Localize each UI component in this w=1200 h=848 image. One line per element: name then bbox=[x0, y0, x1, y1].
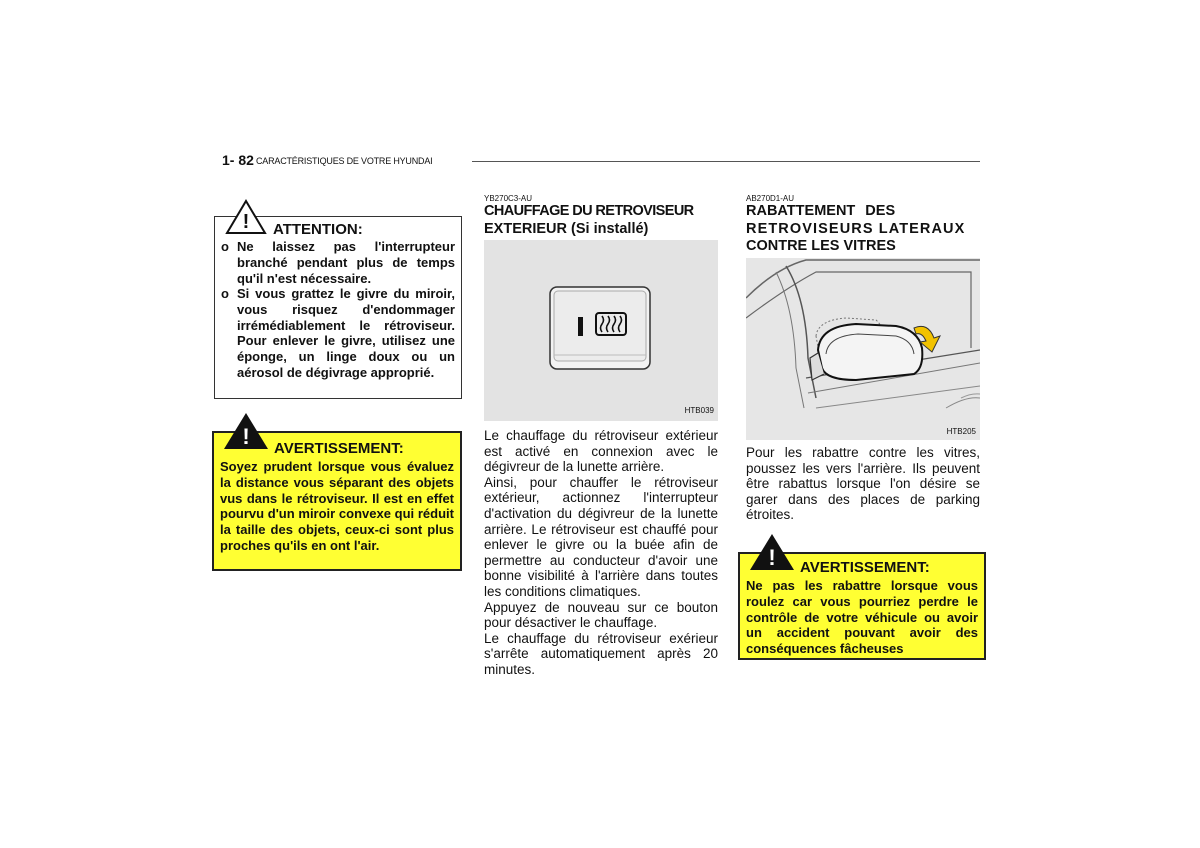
bullet-mark: o bbox=[221, 286, 229, 301]
section-heading bbox=[746, 203, 980, 256]
warning-text: Ne pas les rabattre lorsque vous roulez car vous pourriez perdre le contrôle de votre véhicule ou avoir un accident pouvant avoir des conséquences fâcheuses bbox=[746, 578, 978, 657]
attention-item bbox=[221, 239, 455, 286]
attention-item-text: Ne laissez pas l'interrupteur branché pendant plus de temps qu'il n'est nécessaire. bbox=[237, 239, 455, 286]
attention-item bbox=[221, 286, 455, 381]
warning-title: AVERTISSEMENT: bbox=[274, 440, 404, 457]
page-number: 1- 82 bbox=[222, 152, 254, 168]
attention-title: ATTENTION: bbox=[273, 221, 363, 238]
section-heading bbox=[484, 203, 718, 238]
figure-label: HTB039 bbox=[684, 406, 714, 415]
warning-box bbox=[212, 424, 462, 571]
section-body bbox=[484, 428, 718, 678]
section-heading-line: EXTERIEUR (Si installé) bbox=[484, 220, 649, 237]
paragraph: Le chauffage du rétroviseur extérieur est activé en connexion avec le dégivreur de la lunette arrière. bbox=[484, 428, 718, 475]
section-heading-line: CONTRE LES VITRES bbox=[746, 238, 896, 254]
paragraph: Appuyez de nouveau sur ce bouton pour désactiver le chauffage. bbox=[484, 599, 718, 631]
section-code: YB270C3-AU bbox=[484, 194, 533, 203]
switch-figure bbox=[484, 240, 718, 421]
section-code: AB270D1-AU bbox=[746, 194, 795, 203]
section-heading-line: RETROVISEURS LATERAUX bbox=[746, 220, 966, 237]
figure-label: HTB205 bbox=[946, 427, 976, 436]
warning-triangle-icon bbox=[748, 532, 796, 572]
section-title: CARACTÉRISTIQUES DE VOTRE HYUNDAI bbox=[256, 156, 433, 166]
header-rule bbox=[472, 161, 980, 162]
bullet-mark: o bbox=[221, 239, 229, 254]
section-heading-line: RABATTEMENT DES bbox=[746, 203, 896, 219]
mirror-figure bbox=[746, 258, 980, 440]
attention-item-text: Si vous grattez le givre du miroir, vous risquez d'endommager irrémédiablement le rétroviseur. Pour enlever le givre, utilisez une éponge, un linge doux ou un aérosol de dégivrage approprié. bbox=[237, 286, 455, 380]
warning-text: Soyez prudent lorsque vous évaluez la distance vous séparant des objets vus dans le rétroviseur. Il est en effet pourvu d'un miroir convexe qui réduit la taille des objets, ceux-ci sont plus proches qu'ils en ont l'air. bbox=[220, 459, 454, 553]
svg-text:!: ! bbox=[768, 545, 776, 570]
warning-title: AVERTISSEMENT: bbox=[800, 559, 930, 576]
warning-triangle-icon bbox=[222, 411, 270, 451]
section-heading-line: CHAUFFAGE DU RETROVISEUR bbox=[484, 203, 694, 219]
paragraph: Le chauffage du rétroviseur exérieur s'arrête automatiquement après 20 minutes. bbox=[484, 630, 718, 677]
svg-text:!: ! bbox=[242, 424, 250, 449]
defroster-switch-illustration bbox=[484, 240, 718, 421]
paragraph: Pour les rabattre contre les vitres, poussez les vers l'arrière. Ils peuvent être rabattus lorsque l'on désire se garer dans des places de parking étroites. bbox=[746, 445, 980, 523]
svg-text:!: ! bbox=[242, 211, 250, 233]
attention-box bbox=[214, 211, 462, 399]
section-body bbox=[746, 445, 980, 523]
paragraph: Ainsi, pour chauffer le rétroviseur extérieur, actionnez l'interrupteur d'activation du dégivreur de la lunette arrière. Le rétroviseur est chauffé pour enlever le givre ou la buée afin de permettre au conducteur d'avoir une bonne visibilité à l'arrière dans toutes les conditions climatiques. bbox=[484, 474, 718, 599]
warning-triangle-icon bbox=[225, 199, 267, 235]
folding-mirror-illustration bbox=[746, 258, 980, 440]
warning-box bbox=[738, 545, 986, 660]
